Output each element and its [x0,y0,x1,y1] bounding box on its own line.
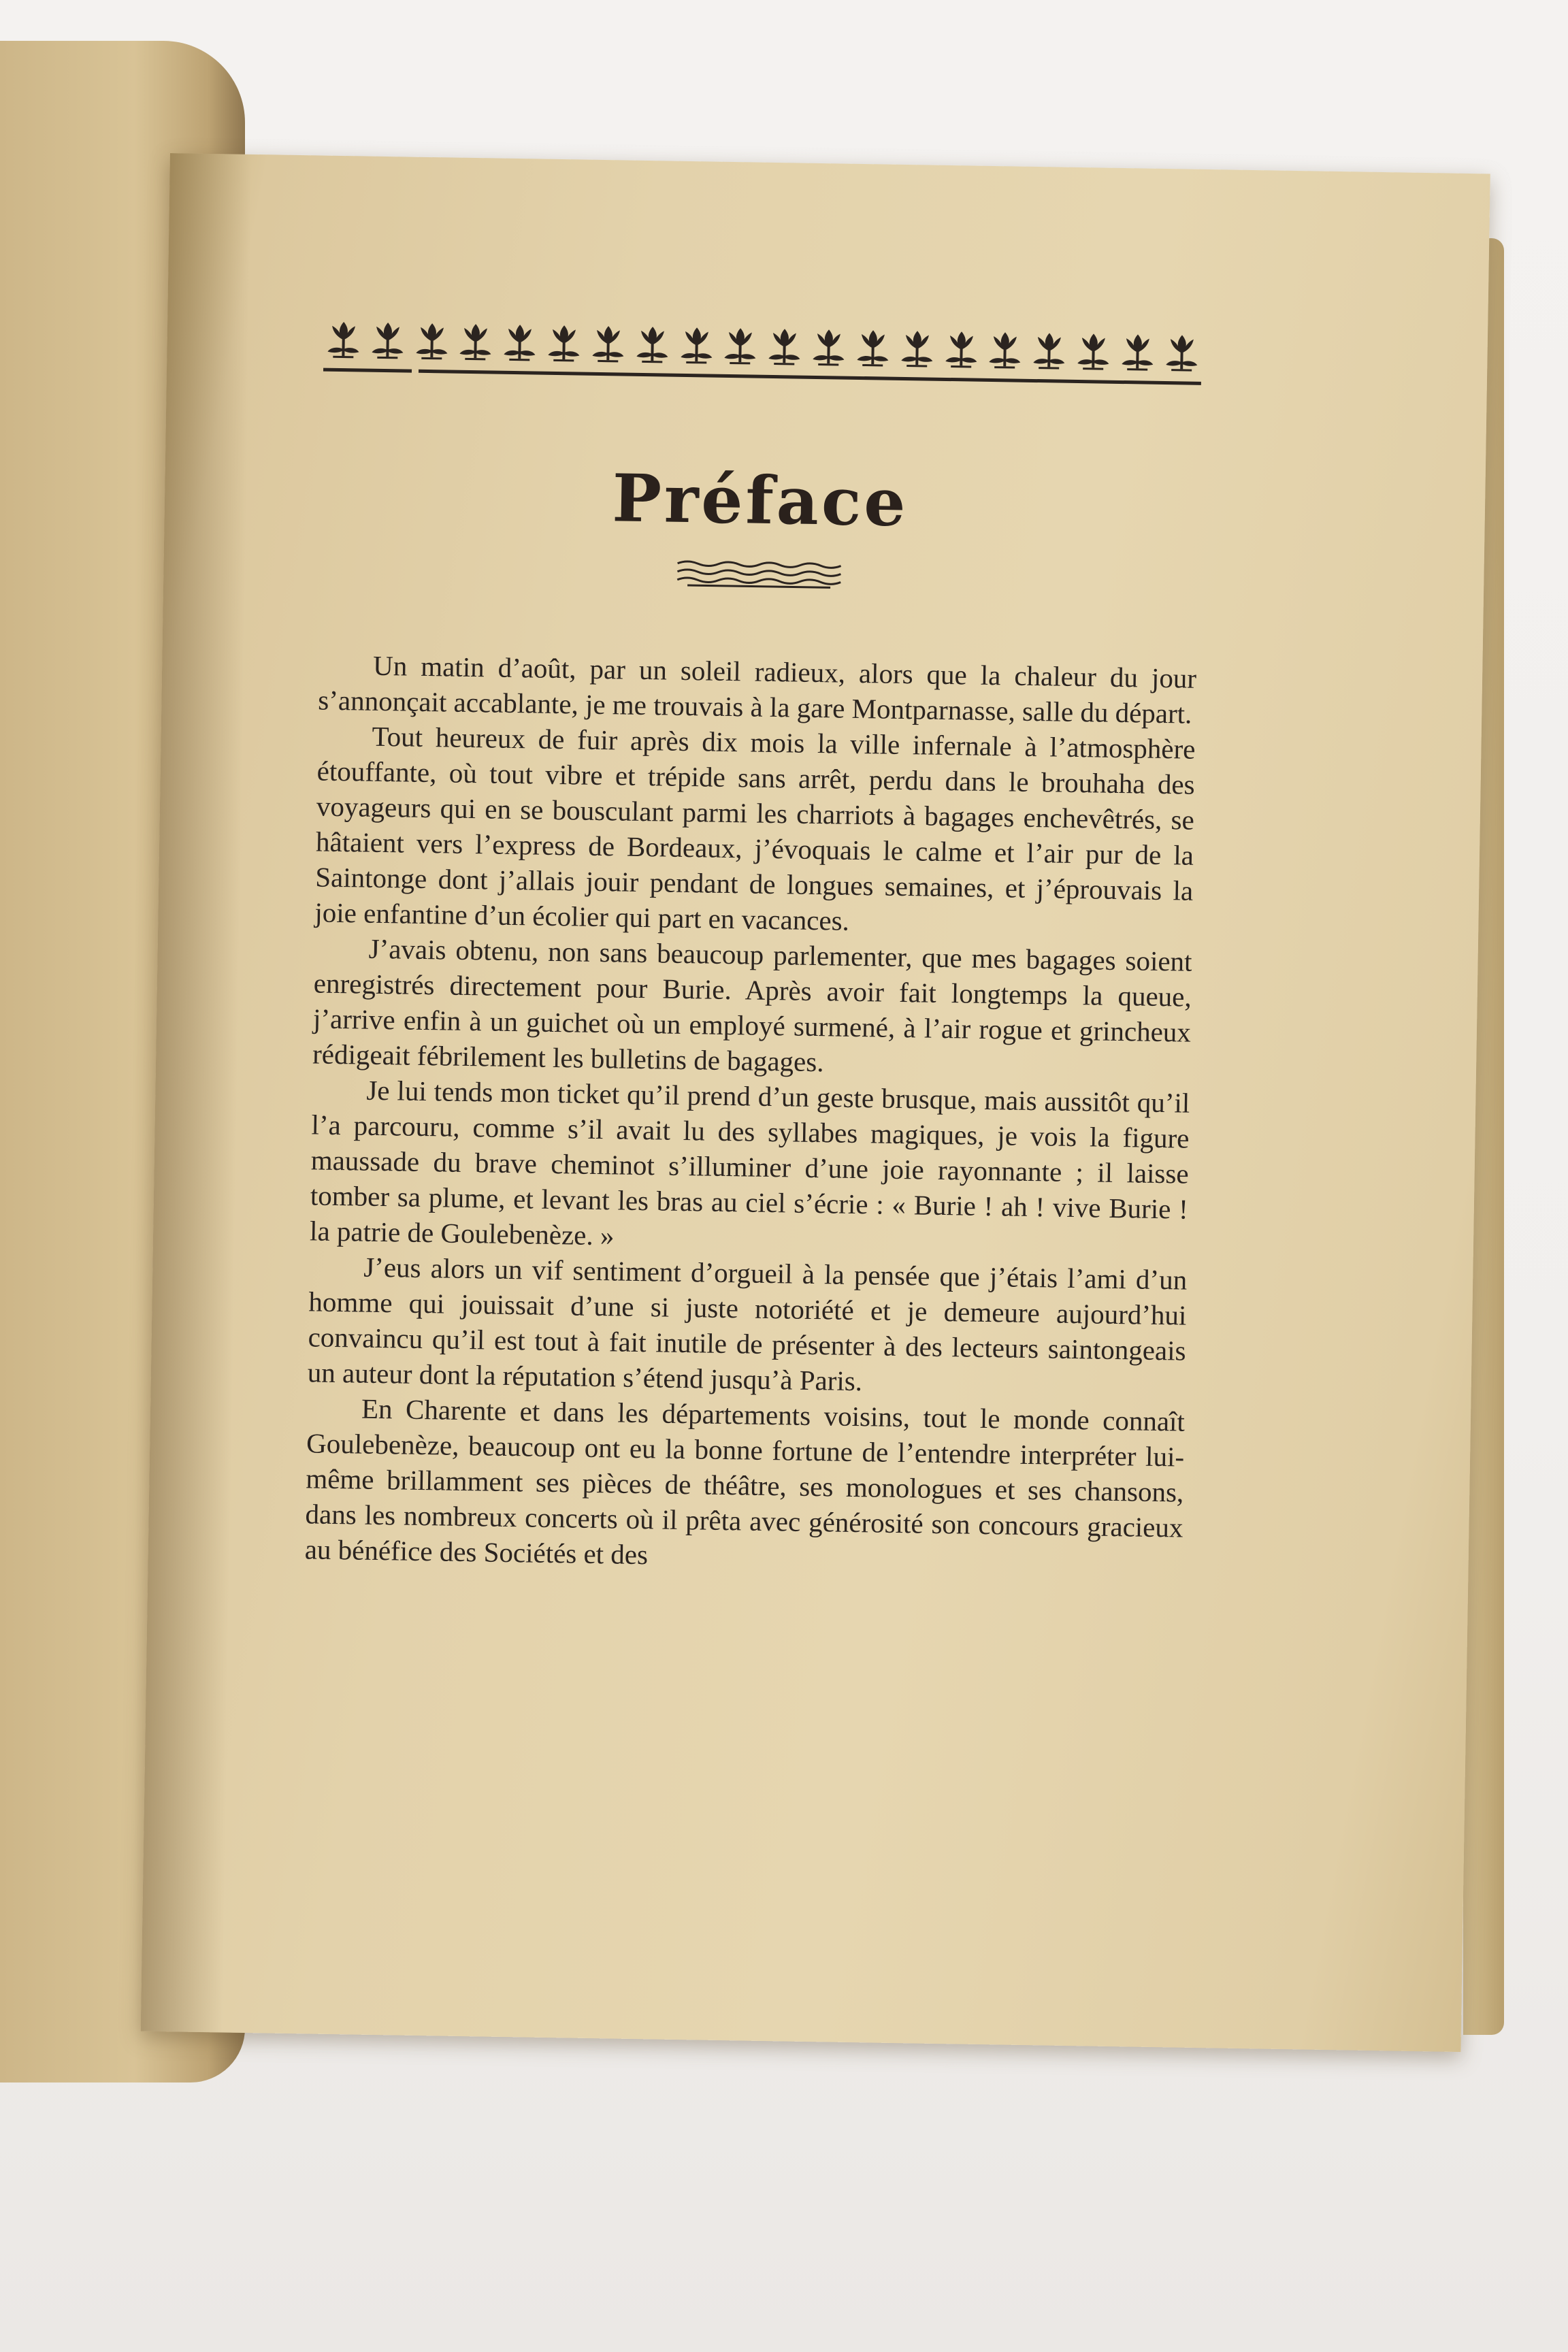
tulip-flower-icon [1073,331,1113,375]
tulip-flower-icon [500,322,540,366]
paragraph-6: En Charente et dans les départements voisins, tout le monde connaît Goulebenèze, beaucoup ont eu la bonne fortune de l’entendre interpréter lui-même brillamment ses pièces de théâtre, ses monologues et ses chansons, dans les nombreux concerts où il prêta avec générosité son concours gracieux au bénéfice des Sociétés et des [304,1392,1186,1571]
wavy-flourish-icon [674,558,845,591]
tulip-flower-icon [456,321,496,365]
tulip-flower-icon [588,323,628,368]
flower-row [323,319,1202,376]
ornament-rule-left [323,368,412,373]
tulip-flower-icon [632,324,672,368]
tulip-flower-icon [764,326,804,370]
tulip-flower-icon [544,323,584,367]
tulip-flower-icon [985,329,1025,374]
tulip-flower-icon [941,329,981,373]
tulip-flower-icon [721,325,761,370]
tulip-flower-icon [676,325,717,369]
tulip-flower-icon [412,321,452,365]
tulip-flower-icon [1117,331,1158,376]
tulip-flower-icon [897,328,937,372]
page-title: Préface [611,459,909,542]
tulip-flower-icon [1162,332,1202,376]
tulip-flower-icon [1029,330,1069,374]
paragraph-4: Je lui tends mon ticket qu’il prend d’un geste brusque, mais aussitôt qu’il l’a parcouru, comme s’il avait lu des syllabes magiques, je vois la figure maussade du brave cheminot s’illuminer d’une joie rayonnante ; il laisse tomber sa plume, et levant les bras au ciel s’écrie : « Burie ! ah ! vive Burie ! la patrie de Goulebenèze. » [309,1074,1190,1252]
paragraph-3: J’avais obtenu, non sans beaucoup parlementer, que mes bagages soient enregistrés directement pour Burie. Après avoir fait longtemps la queue, j’arrive enfin à un guichet où un employé surmené, à l’air rogue et grincheux rédigeait fébrilement les bulletins de bagages. [312,932,1192,1078]
paragraph-2: Tout heureux de fuir après dix mois la ville infernale à l’atmosphère étouffante, où tout vibre et trépide sans arrêt, perdu dans le brouhaha des voyageurs qui en se bousculant parmi les charriots à bagages enchevêtrés, se hâtaient vers l’express de Bordeaux, j’évoquais le calme et l’air pur de la Saintonge dont j’allais jouir pendant de longues semaines, et j’éprouvais la joie enfantine d’un écolier qui part en vacances. [314,720,1196,936]
paragraph-1: Un matin d’août, par un soleil radieux, alors que la chaleur du jour s’annonçait accablante, je me trouvais à la gare Montparnasse, salle du départ. [318,649,1197,730]
preface-body [304,647,1196,1581]
tulip-flower-icon [323,319,363,363]
tulip-flower-icon [808,327,849,371]
floral-ornament-band [323,319,1202,408]
tulip-flower-icon [853,327,893,372]
tulip-flower-icon [368,320,408,364]
paragraph-5: J’eus alors un vif sentiment d’orgueil à la pensée que j’étais l’ami d’un homme qui jouissait d’une si juste notoriété et je demeure aujourd’hui convaincu qu’il est tout à fait inutile de présenter à des lecteurs saintongeais un auteur dont la réputation s’étend jusqu’à Paris. [307,1251,1188,1397]
page-content [304,319,1202,1581]
book-page [141,153,1490,2052]
